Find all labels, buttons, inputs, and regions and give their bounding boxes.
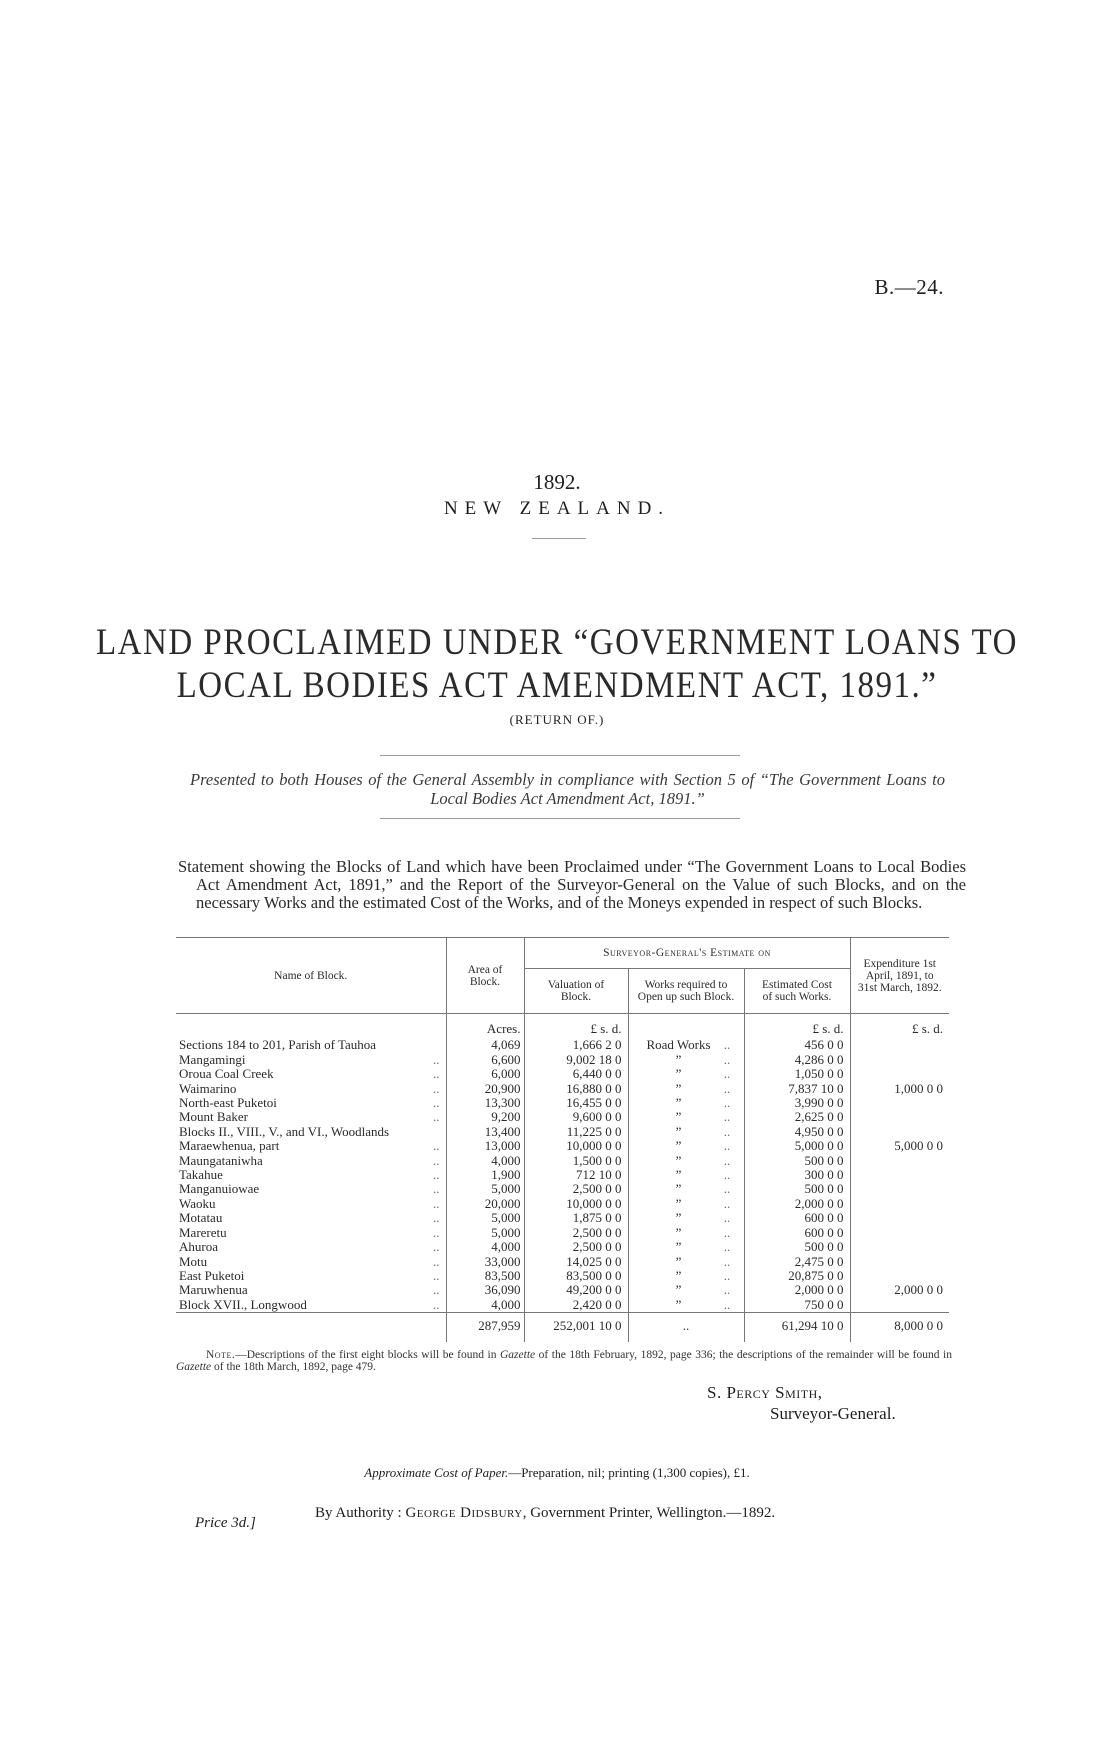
block-area	[446, 1110, 524, 1124]
block-works: ” ..	[628, 1125, 744, 1139]
block-name: Maruwhenua ..	[179, 1282, 440, 1298]
block-expenditure-text: 5,000 0 0	[894, 1138, 943, 1154]
block-cost	[744, 1154, 850, 1168]
block-valuation	[524, 1139, 628, 1153]
block-cost-text: 2,000 0 0	[794, 1282, 844, 1298]
block-cost-text: 2,625 0 0	[794, 1109, 844, 1125]
block-name: East Puketoi ..	[179, 1267, 440, 1283]
block-cost	[744, 1298, 850, 1313]
block-works-text: Road Works	[646, 1037, 711, 1053]
block-area-text: 13,300	[484, 1095, 521, 1111]
block-works-text: ”	[675, 1051, 682, 1067]
block-name: Mangamingi ..	[179, 1051, 440, 1067]
block-cost	[744, 1283, 850, 1297]
block-area-text: 83,500	[484, 1267, 521, 1283]
block-valuation-text: 14,025 0 0	[566, 1253, 622, 1269]
block-works-text: ”	[675, 1282, 682, 1298]
block-area	[446, 1096, 524, 1110]
block-cost-text: 3,990 0 0	[794, 1095, 844, 1111]
printer-authority	[315, 1505, 775, 1522]
block-works: ” ..	[628, 1182, 744, 1196]
block-valuation	[524, 1082, 628, 1096]
block-valuation-text: 2,420 0 0	[572, 1296, 622, 1312]
divider	[380, 755, 740, 756]
block-expenditure	[850, 1255, 949, 1269]
block-works: ” ..	[628, 1240, 744, 1254]
block-cost	[744, 1255, 850, 1269]
block-valuation	[524, 1125, 628, 1139]
block-expenditure	[850, 1226, 949, 1240]
note-gazette-2: Gazette	[176, 1361, 212, 1373]
units-row	[176, 1014, 949, 1039]
block-works-text: ”	[675, 1239, 682, 1255]
block-area-text: 9,200	[491, 1109, 521, 1125]
block-name-text: Waimarino	[179, 1080, 237, 1096]
block-expenditure	[850, 1211, 949, 1225]
block-expenditure	[850, 1082, 949, 1096]
block-valuation	[524, 1067, 628, 1081]
block-valuation-text: 2,500 0 0	[572, 1224, 622, 1240]
block-cost-text: 500 0 0	[804, 1152, 844, 1168]
block-cost-text: 750 0 0	[804, 1296, 844, 1312]
block-valuation	[524, 1053, 628, 1067]
year: 1892.	[533, 470, 581, 494]
block-name-text: Motatau	[179, 1210, 223, 1226]
table-row	[176, 1269, 949, 1283]
block-cost-text: 2,000 0 0	[794, 1195, 844, 1211]
block-area	[446, 1226, 524, 1240]
block-area-text: 36,090	[484, 1282, 521, 1298]
block-expenditure	[850, 1110, 949, 1124]
block-works: ” ..	[628, 1197, 744, 1211]
block-works-text: ”	[675, 1095, 682, 1111]
block-works: ” ..	[628, 1168, 744, 1182]
block-works-text: ”	[675, 1152, 682, 1168]
block-area-text: 5,000	[491, 1210, 521, 1226]
block-valuation-text: 6,440 0 0	[572, 1066, 622, 1082]
block-works-text: ”	[675, 1181, 682, 1197]
block-area	[446, 1197, 524, 1211]
note-label: Note.	[206, 1349, 236, 1361]
table-row	[176, 1038, 949, 1052]
block-area-text: 20,900	[484, 1080, 521, 1096]
block-expenditure	[850, 1168, 949, 1182]
block-area	[446, 1298, 524, 1313]
subtitle: (RETURN OF.)	[509, 712, 605, 727]
block-cost	[744, 1139, 850, 1153]
column-header-valuation: Valuation of Block.	[524, 969, 628, 1014]
block-expenditure	[850, 1240, 949, 1254]
block-expenditure	[850, 1154, 949, 1168]
note-gazette-1: Gazette	[500, 1349, 536, 1361]
block-area	[446, 1211, 524, 1225]
block-area	[446, 1269, 524, 1283]
price: Price 3d.]	[195, 1515, 256, 1531]
block-name-text: Ahuroa	[179, 1239, 218, 1255]
block-name-text: Motu	[179, 1253, 208, 1269]
totals-row	[176, 1313, 949, 1342]
block-name-text: Oroua Coal Creek	[179, 1066, 274, 1082]
unit-expenditure: £ s. d.	[850, 1014, 949, 1039]
block-name: Maungataniwha ..	[179, 1152, 440, 1168]
block-name	[176, 1038, 446, 1052]
block-valuation	[524, 1226, 628, 1240]
block-area-text: 5,000	[491, 1224, 521, 1240]
block-valuation	[524, 1182, 628, 1196]
block-works-text: ”	[675, 1210, 682, 1226]
block-valuation	[524, 1038, 628, 1052]
block-works-text: ”	[675, 1109, 682, 1125]
block-valuation-text: 712 10 0	[576, 1167, 622, 1183]
block-valuation-text: 1,875 0 0	[572, 1210, 622, 1226]
block-valuation	[524, 1269, 628, 1283]
block-valuation	[524, 1096, 628, 1110]
column-header-area: Area of Block.	[446, 938, 524, 1014]
column-header-estimate-group: Surveyor-General's Estimate on	[524, 938, 850, 969]
block-cost	[744, 1168, 850, 1182]
table-row	[176, 1053, 949, 1067]
block-name: Motatau ..	[179, 1210, 440, 1226]
block-name: Manganuiowae ..	[179, 1181, 440, 1197]
note-text-after: of the 18th March, 1892, page 479.	[211, 1361, 376, 1373]
block-cost	[744, 1053, 850, 1067]
block-works: ” ..	[628, 1211, 744, 1225]
table-row	[176, 1197, 949, 1211]
block-valuation-text: 10,000 0 0	[566, 1138, 622, 1154]
block-expenditure	[850, 1067, 949, 1081]
presentation-statement: Presented to both Houses of the General Assembly in compliance with Section 5 of “The Government Loans to Local Bodies Act Amendment Act, 1891.”	[190, 770, 945, 808]
block-valuation	[524, 1154, 628, 1168]
block-valuation	[524, 1211, 628, 1225]
block-works: ” ..	[628, 1269, 744, 1283]
block-cost-text: 20,875 0 0	[788, 1267, 844, 1283]
unit-valuation: £ s. d.	[524, 1014, 628, 1039]
block-area-text: 6,000	[491, 1066, 521, 1082]
cost-of-paper	[0, 1465, 1114, 1481]
cost-label: Approximate Cost of Paper.	[364, 1465, 509, 1480]
block-valuation	[524, 1283, 628, 1297]
authority-suffix: , Government Printer, Wellington.—1892.	[522, 1505, 776, 1521]
block-cost-text: 500 0 0	[804, 1181, 844, 1197]
block-works-text: ”	[675, 1224, 682, 1240]
block-cost-text: 4,950 0 0	[794, 1123, 844, 1139]
block-name-text: Blocks II., VIII., V., and VI., Woodlands	[179, 1123, 390, 1139]
table-row	[176, 1110, 949, 1124]
block-valuation-text: 83,500 0 0	[566, 1267, 622, 1283]
block-area-text: 13,400	[484, 1123, 521, 1139]
block-area	[446, 1139, 524, 1153]
block-name-text: Block XVII., Longwood	[179, 1296, 307, 1312]
block-cost	[744, 1240, 850, 1254]
block-cost	[744, 1067, 850, 1081]
block-cost-text: 5,000 0 0	[794, 1138, 844, 1154]
table-row	[176, 1067, 949, 1081]
block-cost	[744, 1125, 850, 1139]
table-row	[176, 1096, 949, 1110]
block-cost-text: 300 0 0	[804, 1167, 844, 1183]
block-name: Takahue ..	[179, 1167, 440, 1183]
block-expenditure	[850, 1269, 949, 1283]
block-works: ” ..	[628, 1154, 744, 1168]
block-cost	[744, 1269, 850, 1283]
block-valuation-text: 2,500 0 0	[572, 1181, 622, 1197]
block-name: Ahuroa ..	[179, 1239, 440, 1255]
block-cost-text: 4,286 0 0	[794, 1051, 844, 1067]
table-row	[176, 1139, 949, 1153]
block-cost-text: 456 0 0	[804, 1037, 844, 1053]
table-row	[176, 1298, 949, 1313]
block-valuation-text: 9,600 0 0	[572, 1109, 622, 1125]
block-works: ” ..	[628, 1226, 744, 1240]
block-area-text: 4,000	[491, 1239, 521, 1255]
block-works-text: ”	[675, 1167, 682, 1183]
block-valuation	[524, 1298, 628, 1313]
block-name-text: Mareretu	[179, 1224, 227, 1240]
total-valuation: 252,001 10 0	[524, 1313, 628, 1342]
block-name: Mareretu ..	[179, 1224, 440, 1240]
block-works-text: ”	[675, 1123, 682, 1139]
block-works-text: ”	[675, 1195, 682, 1211]
block-cost	[744, 1110, 850, 1124]
block-expenditure	[850, 1053, 949, 1067]
block-valuation	[524, 1110, 628, 1124]
block-area	[446, 1038, 524, 1052]
cost-text: —Preparation, nil; printing (1,300 copies), £1.	[508, 1465, 750, 1480]
table-row	[176, 1226, 949, 1240]
column-header-expenditure: Expenditure 1st April, 1891, to 31st March, 1892.	[850, 938, 949, 1014]
block-works-text: ”	[675, 1138, 682, 1154]
document-reference: B.—24.	[874, 275, 944, 299]
note-text-middle: of the 18th February, 1892, page 336; the descriptions of the remainder will be found in	[535, 1349, 952, 1361]
block-name-text: Mangamingi	[179, 1051, 246, 1067]
table-row	[176, 1283, 949, 1297]
block-cost-text: 2,475 0 0	[794, 1253, 844, 1269]
block-expenditure	[850, 1038, 949, 1052]
table-row	[176, 1182, 949, 1196]
block-name-text: Mount Baker	[179, 1109, 248, 1125]
authority-prefix: By Authority :	[315, 1505, 406, 1521]
block-works: ” ..	[628, 1139, 744, 1153]
total-works: ..	[628, 1313, 744, 1342]
blocks-table	[176, 937, 949, 1342]
block-works-text: ”	[675, 1253, 682, 1269]
block-area	[446, 1168, 524, 1182]
table-row	[176, 1168, 949, 1182]
block-name-text: Takahue	[179, 1167, 223, 1183]
block-valuation-text: 49,200 0 0	[566, 1282, 622, 1298]
block-works: ” ..	[628, 1255, 744, 1269]
block-name-text: North-east Puketoi	[179, 1095, 277, 1111]
block-name: Maraewhenua, part ..	[179, 1138, 440, 1154]
block-name: Motu ..	[179, 1253, 440, 1269]
block-cost-text: 7,837 10 0	[788, 1080, 844, 1096]
block-valuation-text: 10,000 0 0	[566, 1195, 622, 1211]
block-area	[446, 1283, 524, 1297]
block-cost-text: 1,050 0 0	[794, 1066, 844, 1082]
block-expenditure	[850, 1139, 949, 1153]
block-cost-text: 600 0 0	[804, 1224, 844, 1240]
block-area	[446, 1154, 524, 1168]
block-area-text: 4,069	[491, 1037, 521, 1053]
block-cost-text: 600 0 0	[804, 1210, 844, 1226]
note-text-before: —Descriptions of the first eight blocks will be found in	[235, 1349, 500, 1361]
block-name: North-east Puketoi ..	[179, 1095, 440, 1111]
block-name-text: Waoku	[179, 1195, 216, 1211]
block-area	[446, 1240, 524, 1254]
table-row	[176, 1211, 949, 1225]
block-valuation-text: 9,002 18 0	[566, 1051, 622, 1067]
block-valuation-text: 16,880 0 0	[566, 1080, 622, 1096]
block-name	[176, 1125, 446, 1139]
column-header-cost: Estimated Cost of such Works.	[744, 969, 850, 1014]
block-area	[446, 1082, 524, 1096]
block-cost	[744, 1038, 850, 1052]
block-area-text: 4,000	[491, 1296, 521, 1312]
block-area	[446, 1255, 524, 1269]
block-valuation-text: 16,455 0 0	[566, 1095, 622, 1111]
block-works: ” ..	[628, 1053, 744, 1067]
table-row	[176, 1125, 949, 1139]
block-name-text: Sections 184 to 201, Parish of Tauhoa	[179, 1037, 377, 1053]
block-name-text: Maruwhenua	[179, 1282, 248, 1298]
block-area-text: 6,600	[491, 1051, 521, 1067]
title-line-1: LAND PROCLAIMED UNDER “GOVERNMENT LOANS TO	[96, 622, 1018, 664]
table-body	[176, 1014, 949, 1313]
block-name-text: Maungataniwha	[179, 1152, 263, 1168]
table-row	[176, 1082, 949, 1096]
block-works-text: ”	[675, 1296, 682, 1312]
block-works: ” ..	[628, 1110, 744, 1124]
total-cost: 61,294 10 0	[744, 1313, 850, 1342]
block-valuation	[524, 1240, 628, 1254]
unit-cost: £ s. d.	[744, 1014, 850, 1039]
column-header-works: Works required to Open up such Block.	[628, 969, 744, 1014]
title-line-2: LOCAL BODIES ACT AMENDMENT ACT, 1891.”	[176, 665, 938, 707]
block-area-text: 4,000	[491, 1152, 521, 1168]
block-cost-text: 500 0 0	[804, 1239, 844, 1255]
block-works: Road Works ..	[628, 1038, 744, 1052]
block-works: ” ..	[628, 1298, 744, 1313]
block-expenditure	[850, 1182, 949, 1196]
block-works-text: ”	[675, 1066, 682, 1082]
divider	[532, 538, 586, 539]
block-name-text: Maraewhenua, part	[179, 1138, 280, 1154]
block-expenditure	[850, 1283, 949, 1297]
block-works: ” ..	[628, 1067, 744, 1081]
footnote	[176, 1349, 952, 1373]
block-valuation	[524, 1168, 628, 1182]
block-expenditure	[850, 1125, 949, 1139]
block-area-text: 5,000	[491, 1181, 521, 1197]
block-name: Waoku ..	[179, 1195, 440, 1211]
block-name-text: East Puketoi	[179, 1267, 245, 1283]
block-works: ” ..	[628, 1283, 744, 1297]
block-works-text: ”	[675, 1267, 682, 1283]
block-expenditure	[850, 1096, 949, 1110]
block-area-text: 1,900	[491, 1167, 521, 1183]
block-area	[446, 1125, 524, 1139]
block-valuation-text: 1,666 2 0	[572, 1037, 622, 1053]
block-name: Waimarino ..	[179, 1080, 440, 1096]
block-expenditure	[850, 1298, 949, 1313]
block-area	[446, 1067, 524, 1081]
block-works: ” ..	[628, 1082, 744, 1096]
block-area	[446, 1053, 524, 1067]
table-row	[176, 1255, 949, 1269]
block-cost	[744, 1211, 850, 1225]
total-area: 287,959	[446, 1313, 524, 1342]
unit-acres: Acres.	[446, 1014, 524, 1039]
signatory-title: Surveyor-General.	[770, 1404, 896, 1423]
signatory-name: S. Percy Smith,	[707, 1383, 823, 1402]
block-name: Oroua Coal Creek ..	[179, 1066, 440, 1082]
block-valuation	[524, 1255, 628, 1269]
block-name: Mount Baker ..	[179, 1109, 440, 1125]
block-works-text: ”	[675, 1080, 682, 1096]
table-row	[176, 1154, 949, 1168]
block-area-text: 20,000	[484, 1195, 521, 1211]
block-expenditure-text: 1,000 0 0	[894, 1080, 943, 1096]
block-valuation-text: 1,500 0 0	[572, 1152, 622, 1168]
block-cost	[744, 1096, 850, 1110]
block-name-text: Manganuiowae	[179, 1181, 260, 1197]
printer-name: George Didsbury	[405, 1505, 523, 1521]
block-area-text: 33,000	[484, 1253, 521, 1269]
block-area	[446, 1182, 524, 1196]
block-expenditure-text: 2,000 0 0	[894, 1282, 943, 1298]
block-valuation-text: 11,225 0 0	[566, 1123, 622, 1139]
total-expenditure: 8,000 0 0	[850, 1313, 949, 1342]
block-works: ” ..	[628, 1096, 744, 1110]
block-expenditure	[850, 1197, 949, 1211]
block-valuation-text: 2,500 0 0	[572, 1239, 622, 1255]
block-cost	[744, 1197, 850, 1211]
block-name: Block XVII., Longwood ..	[179, 1296, 440, 1312]
country-heading: NEW ZEALAND.	[443, 498, 671, 519]
divider	[380, 818, 740, 819]
block-cost	[744, 1226, 850, 1240]
statement-paragraph: Statement showing the Blocks of Land which have been Proclaimed under “The Government Loans to Local Bodies Act Amendment Act, 1891,” and the Report of the Surveyor-General on the Value of such Blocks, and on the necessary Works and the estimated Cost of the Works, and of the Moneys expended in respect of such Blocks.	[178, 857, 966, 912]
column-header-name: Name of Block.	[176, 938, 446, 1014]
block-cost	[744, 1082, 850, 1096]
block-area-text: 13,000	[484, 1138, 521, 1154]
block-valuation	[524, 1197, 628, 1211]
block-cost	[744, 1182, 850, 1196]
table-row	[176, 1240, 949, 1254]
